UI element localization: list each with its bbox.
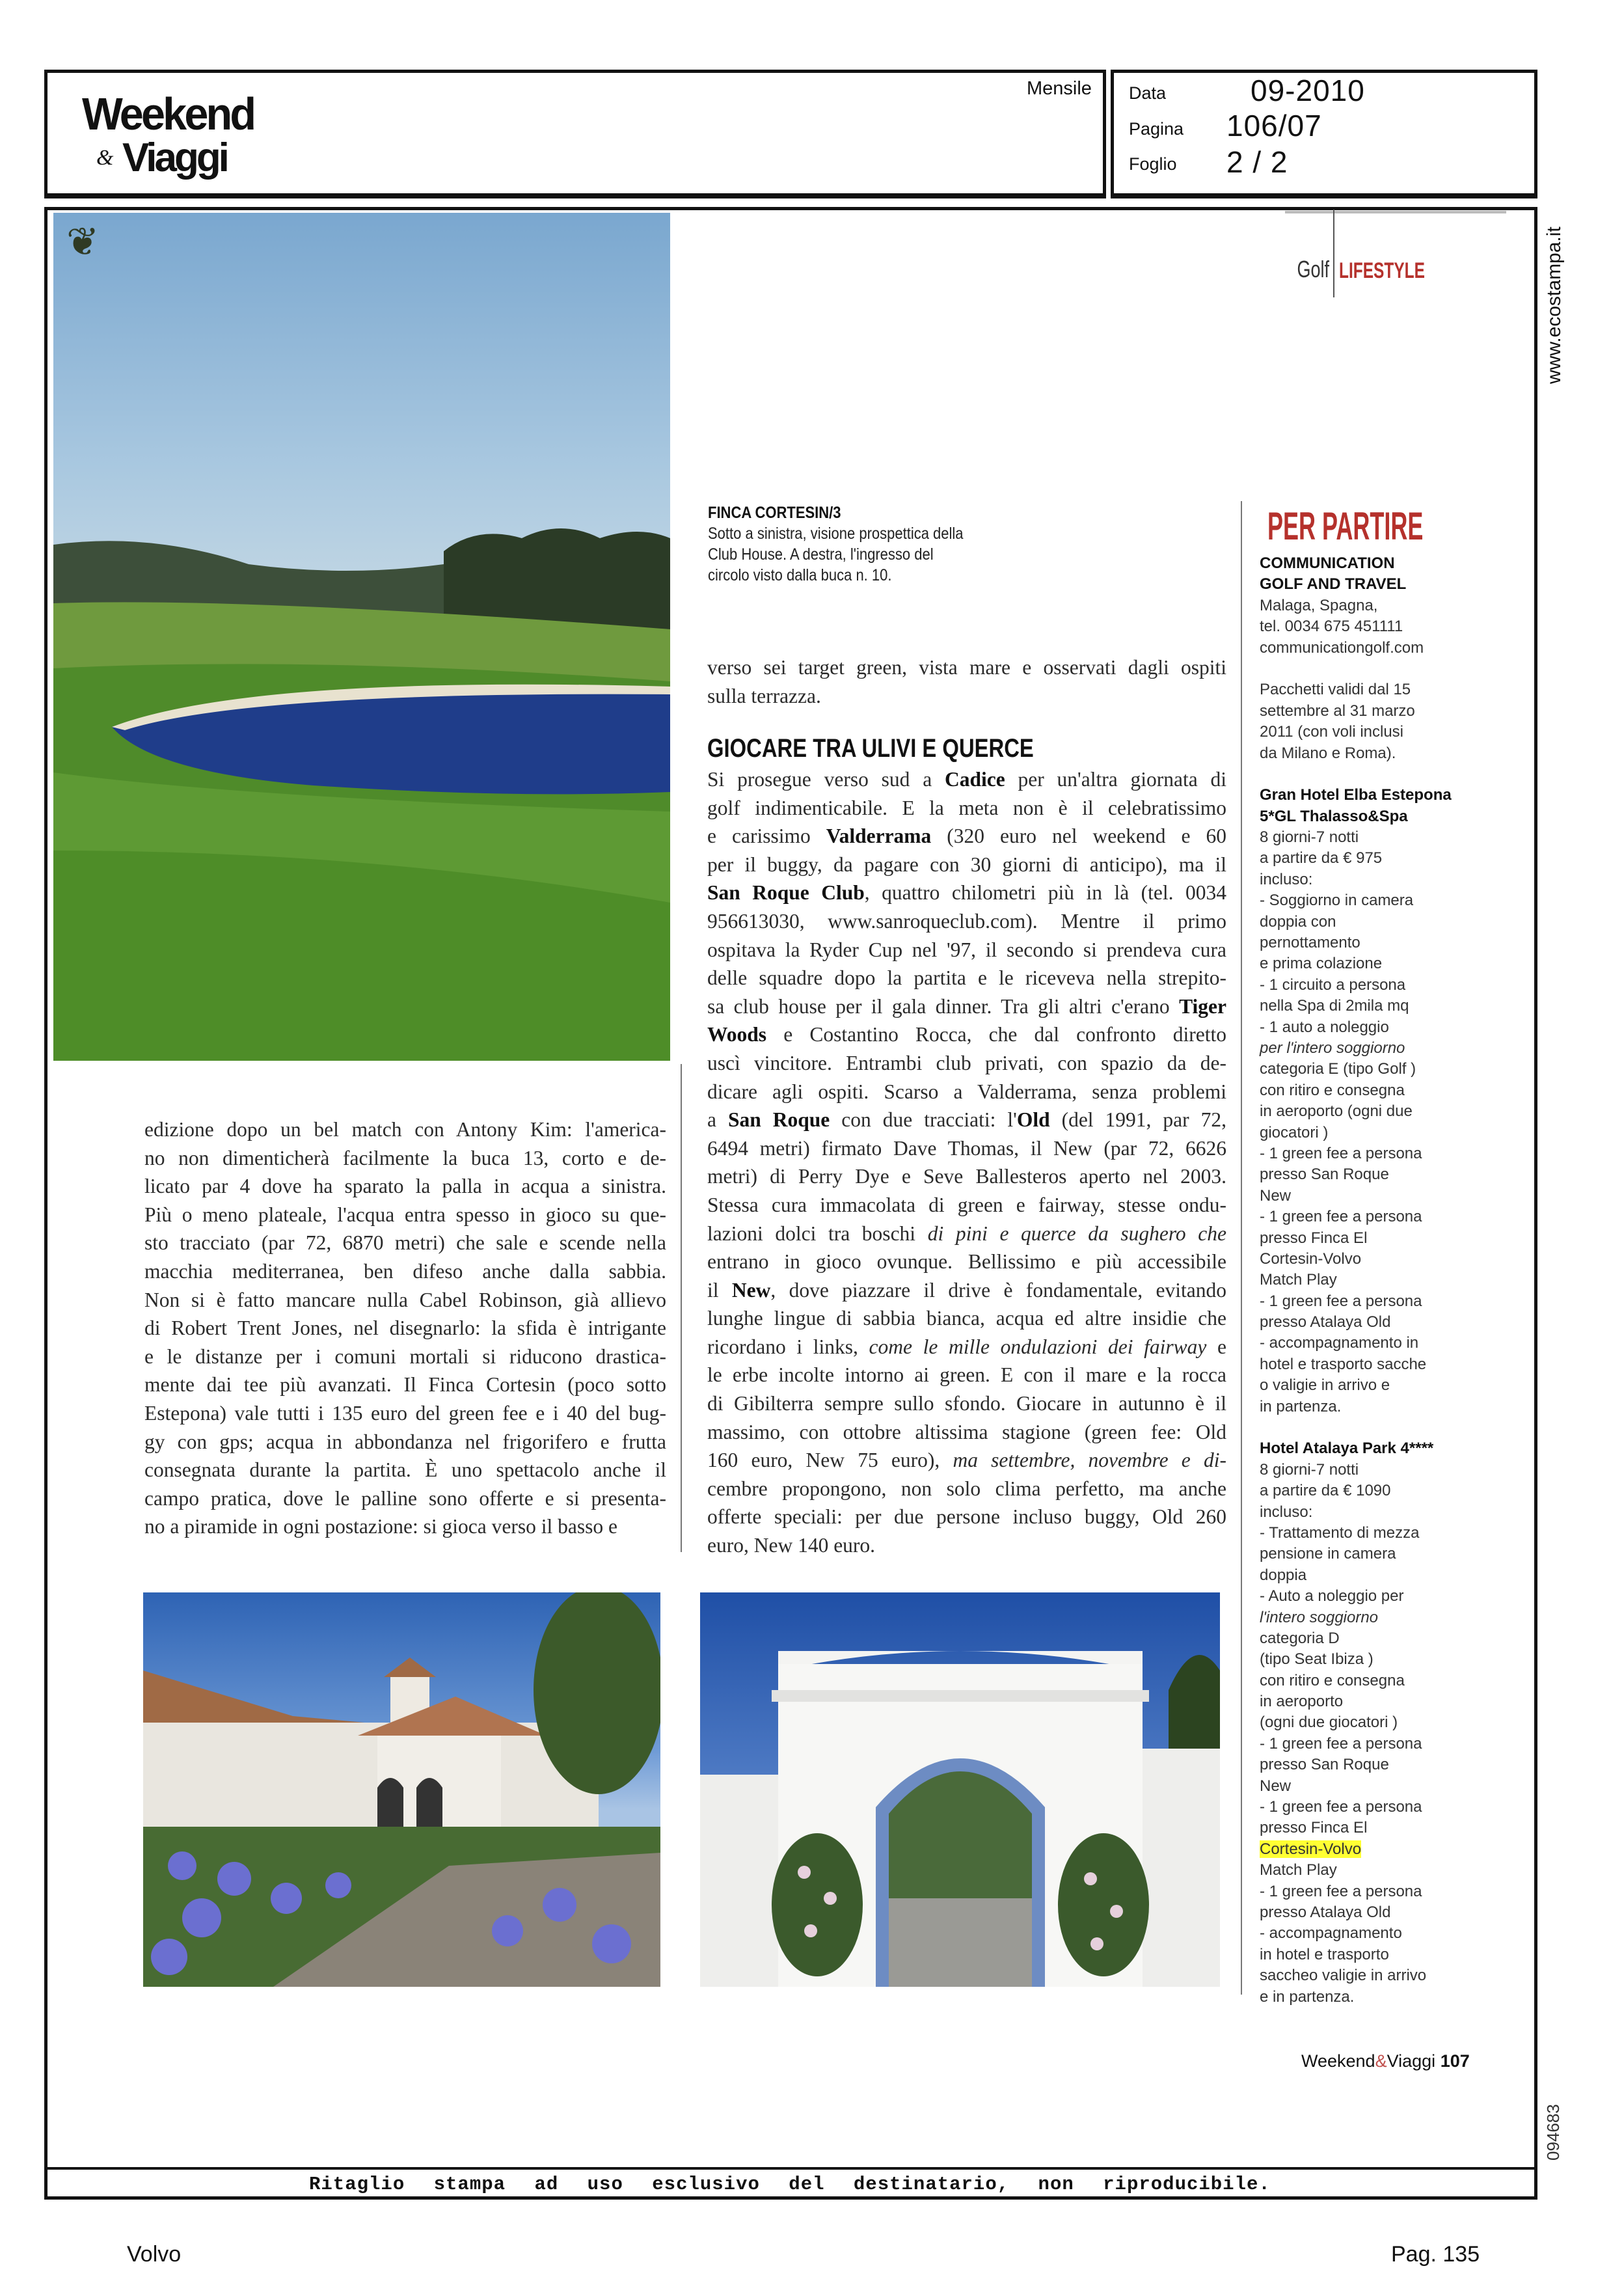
text-run: lunghe lingue di sabbia bianca, acqua ed altre insidie che xyxy=(707,1307,1226,1330)
sidebar-line-text: (tipo Seat Ibiza ) xyxy=(1260,1650,1374,1669)
data-value: 09-2010 xyxy=(1251,74,1365,107)
sidebar-line-text: 8 giorni-7 notti xyxy=(1260,1460,1359,1479)
sidebar-line xyxy=(1260,1776,1468,1797)
sidebar-line-text: - 1 auto a noleggio xyxy=(1260,1018,1389,1036)
logo-ampersand: & xyxy=(96,146,114,170)
sidebar-heading-line xyxy=(1260,806,1468,827)
text-line xyxy=(707,1418,1226,1447)
sidebar-line xyxy=(1260,1502,1468,1523)
sidebar-line-text: - 1 green fee a persona xyxy=(1260,1208,1422,1226)
sidebar-line-text: l'intero soggiorno xyxy=(1260,1608,1379,1626)
sidebar-line-text: 2011 (con voli inclusi xyxy=(1260,723,1404,741)
sidebar-line xyxy=(1260,1523,1468,1544)
golf-course-lake-photo xyxy=(53,213,670,1061)
text-line xyxy=(707,1531,1226,1560)
text-line xyxy=(144,1314,666,1343)
sidebar-line-text: in partenza. xyxy=(1260,1397,1342,1415)
sidebar-line xyxy=(1260,1586,1468,1607)
text-run: il xyxy=(707,1278,732,1302)
sidebar-line-text: communicationgolf.com xyxy=(1260,638,1424,657)
sidebar-line-text: o valigie in arrivo e xyxy=(1260,1376,1390,1395)
sidebar-line-text: Match Play xyxy=(1260,1861,1337,1879)
sidebar-line xyxy=(1260,1607,1468,1628)
text-run: e le distanze per i comuni mortali si riducono drastica- xyxy=(144,1344,666,1368)
text-line xyxy=(144,1428,666,1456)
sidebar-line-text: Cortesin-Volvo xyxy=(1260,1249,1362,1268)
text-line xyxy=(707,1020,1226,1049)
text-run: sto tracciato (par 72, 6870 metri) che sale e scende nella xyxy=(144,1231,666,1255)
sidebar-line xyxy=(1260,848,1468,869)
italic-run: di pini e querce da sughero che xyxy=(927,1221,1227,1245)
section-heading: GIOCARE TRA ULIVI E QUERCE xyxy=(707,734,1034,763)
text-run: per il buggy, da pagare con 30 giorni di anticipo), ma il xyxy=(707,853,1226,876)
text-run: a xyxy=(707,1108,728,1132)
text-run: 956613030, www.sanroqueclub.com). Mentre il primo xyxy=(707,909,1226,933)
olive-branch-icon: ❦ xyxy=(66,220,100,264)
sidebar-line-text: nella Spa di 2mila mq xyxy=(1260,997,1409,1015)
sidebar-line-text: a partire da € 975 xyxy=(1260,849,1383,867)
sidebar-line-text: GOLF AND TRAVEL xyxy=(1260,575,1407,594)
text-run: Si prosegue verso sud a xyxy=(707,768,945,791)
sidebar-line xyxy=(1260,1017,1468,1038)
sidebar-line-text: e prima colazione xyxy=(1260,955,1383,973)
text-line xyxy=(707,1276,1226,1305)
text-run: consegnata durante la partita. È uno spettacolo anche il xyxy=(144,1458,666,1482)
text-run: Non si è fatto mancare nulla Cabel Robinson, già allievo xyxy=(144,1288,666,1311)
sidebar-line-text: Malaga, Spagna, xyxy=(1260,596,1378,614)
sidebar-line-text: per l'intero soggiorno xyxy=(1260,1039,1405,1057)
text-line xyxy=(144,1144,666,1173)
sidebar-line-text: hotel e trasporto sacche xyxy=(1260,1355,1427,1373)
sidebar-line xyxy=(1260,1123,1468,1143)
text-run: uscì vincitore. Entrambi club privati, con spazio da de- xyxy=(707,1051,1226,1074)
sidebar-line-text: presso Finca El xyxy=(1260,1229,1368,1247)
text-line xyxy=(144,1371,666,1399)
text-run: entrano in gioco ovunque. Bellissimo e più accessibile xyxy=(707,1250,1226,1274)
text-run: 6494 metri) firmato Dave Thomas, il New (par 72, 6626 xyxy=(707,1136,1226,1160)
sidebar-line xyxy=(1260,1671,1468,1691)
sidebar-line xyxy=(1260,1481,1468,1501)
italic-run: ma settembre, novembre e di- xyxy=(953,1449,1226,1472)
text-run: e carissimo xyxy=(707,825,826,848)
text-line xyxy=(707,992,1226,1021)
club-house-scene xyxy=(143,1592,660,1987)
caption-line: Club House. A destra, l'ingresso del xyxy=(708,545,934,564)
footer-brand: Weekend xyxy=(1301,2051,1375,2071)
text-run: e Costantino Rocca, che dal confronto diretto xyxy=(766,1023,1226,1046)
sidebar-line-text: 8 giorni-7 notti xyxy=(1260,828,1359,847)
sidebar-line-text: - accompagnamento xyxy=(1260,1924,1402,1943)
sidebar-line-text: COMMUNICATION xyxy=(1260,554,1395,572)
sidebar-line-text: tel. 0034 675 451111 xyxy=(1260,618,1403,636)
sidebar-line xyxy=(1260,659,1468,679)
text-line xyxy=(707,765,1226,794)
data-label: Data xyxy=(1129,83,1167,103)
sidebar-line xyxy=(1260,679,1468,700)
sidebar-line xyxy=(1260,1860,1468,1881)
sidebar-line xyxy=(1260,1354,1468,1375)
text-line xyxy=(144,1456,666,1484)
text-line xyxy=(707,1475,1226,1503)
sidebar-heading-line xyxy=(1260,574,1468,595)
text-run: Estepona) vale tutti i 135 euro del green fee e i 40 del bug- xyxy=(144,1401,666,1425)
footer-amp: & xyxy=(1375,2051,1387,2071)
text-run: massimo, con ottobre altissima stagione (green fee: Old xyxy=(707,1420,1226,1443)
sidebar-line xyxy=(1260,1080,1468,1101)
text-run: 160 euro, New 75 euro), xyxy=(707,1449,953,1472)
text-line xyxy=(707,1220,1226,1248)
bold-run: Tiger xyxy=(1179,994,1226,1018)
sidebar-line xyxy=(1260,1649,1468,1670)
sidebar-line xyxy=(1260,827,1468,848)
logo xyxy=(82,91,263,178)
sidebar-line-text: in hotel e trasporto xyxy=(1260,1945,1389,1963)
text-run: macchia mediterranea, ben difeso anche dalla sabbia. xyxy=(144,1259,666,1283)
text-line xyxy=(707,822,1226,851)
text-line xyxy=(144,1257,666,1286)
text-line xyxy=(707,1162,1226,1191)
column-divider xyxy=(681,1064,682,1552)
sidebar-line xyxy=(1260,1712,1468,1733)
sidebar-line-text: - Auto a noleggio per xyxy=(1260,1587,1404,1605)
text-run: (del 1991, par 72, xyxy=(1049,1108,1226,1132)
sidebar-line-text: con ritiro e consegna xyxy=(1260,1081,1405,1099)
text-run: Stessa cura immacolata di green e fairway, stesse ondu- xyxy=(707,1193,1226,1216)
sidebar-line xyxy=(1260,1249,1468,1270)
photo-landscape xyxy=(53,213,670,1061)
sidebar-line-text: in aeroporto xyxy=(1260,1693,1344,1711)
text-line xyxy=(707,794,1226,823)
text-run: , dove piazzare il drive è fondamentale, evitando xyxy=(770,1278,1226,1302)
frequency-label: Mensile xyxy=(1027,78,1092,99)
sidebar-line xyxy=(1260,1312,1468,1333)
sidebar-line xyxy=(1260,1987,1468,2008)
text-run: (320 euro nel weekend e 60 xyxy=(931,825,1226,848)
sidebar-line-text: presso Finca El xyxy=(1260,1819,1368,1837)
foglio-value: 2 / 2 xyxy=(1226,145,1288,179)
caption-line: Sotto a sinistra, visione prospettica della xyxy=(708,525,964,543)
sidebar-line xyxy=(1260,1818,1468,1838)
sidebar-line-text: categoria D xyxy=(1260,1629,1340,1647)
sidebar-line xyxy=(1260,1460,1468,1481)
sidebar-line xyxy=(1260,638,1468,659)
pagina-value: 106/07 xyxy=(1226,109,1322,143)
text-line xyxy=(144,1484,666,1513)
photo-caption xyxy=(708,502,964,586)
sidebar-line-text: - 1 green fee a persona xyxy=(1260,1292,1422,1310)
sidebar-line xyxy=(1260,1417,1468,1438)
pagina-label: Pagina xyxy=(1129,119,1184,139)
sidebar-line xyxy=(1260,1228,1468,1249)
sidebar-line xyxy=(1260,1291,1468,1312)
sidebar-line-text: a partire da € 1090 xyxy=(1260,1482,1391,1500)
text-line xyxy=(144,1343,666,1371)
disclaimer-text: Ritaglio stampa ad uso esclusivo del destinatario, non riproducibile. xyxy=(309,2174,1271,2195)
text-run: metri) di Perry Dye e Seve Ballesteros aperto nel 2003. xyxy=(707,1165,1226,1188)
text-line xyxy=(707,653,1226,682)
text-run: ospitava la Ryder Cup nel '97, il secondo si prendeva cura xyxy=(707,938,1226,961)
logo-viaggi: Viaggi xyxy=(122,135,227,180)
sidebar-line xyxy=(1260,1565,1468,1586)
sidebar-line-text: Match Play xyxy=(1260,1271,1337,1289)
sidebar-line xyxy=(1260,1754,1468,1775)
sidebar-line-text: categoria E (tipo Golf ) xyxy=(1260,1060,1416,1078)
text-line xyxy=(144,1201,666,1229)
sidebar-line-text: saccheo valigie in arrivo xyxy=(1260,1967,1427,1985)
sidebar-line xyxy=(1260,1691,1468,1712)
text-run: e xyxy=(1206,1335,1226,1358)
sidebar-line-text: - 1 circuito a persona xyxy=(1260,976,1406,994)
bottom-page-label: Pag. 135 xyxy=(1391,2242,1480,2267)
sidebar-divider xyxy=(1241,501,1242,1995)
text-line xyxy=(707,1134,1226,1163)
sidebar-line-text: New xyxy=(1260,1777,1292,1795)
club-house-photo xyxy=(143,1592,660,1987)
text-run: verso sei target green, vista mare e osservati dagli ospiti xyxy=(707,656,1226,679)
sidebar-line xyxy=(1260,1544,1468,1564)
sidebar-line xyxy=(1260,1902,1468,1923)
sidebar-line xyxy=(1260,1038,1468,1059)
highlighted-line xyxy=(1260,1839,1468,1860)
sidebar-line xyxy=(1260,1101,1468,1122)
bold-run: Old xyxy=(1016,1108,1050,1132)
sidebar-line-text: - Trattamento di mezza xyxy=(1260,1523,1420,1542)
caption-title: FINCA CORTESIN/3 xyxy=(708,504,841,522)
sidebar-line-text: giocatori ) xyxy=(1260,1123,1329,1141)
text-line xyxy=(707,1446,1226,1475)
section-lifestyle: LIFESTYLE xyxy=(1339,258,1425,283)
sidebar-line-text: New xyxy=(1260,1186,1292,1205)
caption-line: circolo visto dalla buca n. 10. xyxy=(708,566,892,584)
logo-weekend: Weekend xyxy=(82,89,254,139)
sidebar-line xyxy=(1260,1333,1468,1354)
text-line xyxy=(144,1229,666,1257)
footer-page-number: 107 xyxy=(1440,2051,1470,2071)
text-run: lazioni dolci tra boschi xyxy=(707,1221,928,1245)
sidebar-line xyxy=(1260,722,1468,743)
sidebar-line xyxy=(1260,1143,1468,1164)
sidebar-line-text: in aeroporto (ogni due xyxy=(1260,1102,1413,1121)
text-run: offerte speciali: per due persone incluso buggy, Old 260 xyxy=(707,1505,1226,1529)
text-run: dicare agli ospiti. Scarso a Valderrama, senza problemi xyxy=(707,1080,1226,1103)
sidebar-line-text: Cortesin-Volvo xyxy=(1260,1840,1362,1858)
sidebar-line xyxy=(1260,975,1468,996)
sidebar-line xyxy=(1260,953,1468,974)
text-line xyxy=(707,1304,1226,1333)
text-line xyxy=(707,879,1226,907)
sidebar-line xyxy=(1260,1207,1468,1227)
text-line xyxy=(707,1078,1226,1106)
bold-run: Cadice xyxy=(944,768,1005,791)
sidebar-line xyxy=(1260,1945,1468,1965)
text-run: le erbe incolte intorno ai green. E con il mare e la rocca xyxy=(707,1363,1226,1387)
text-run: , quattro chilometri più in là (tel. 0034 xyxy=(864,881,1226,905)
sidebar-line xyxy=(1260,1164,1468,1185)
text-line xyxy=(144,1172,666,1201)
sidebar-line-text: pensione in camera xyxy=(1260,1545,1396,1563)
text-run: no non dimenticherà facilmente la buca 13, corto e de- xyxy=(144,1146,666,1169)
text-run: sulla terrazza. xyxy=(707,684,821,707)
sidebar-line-text: doppia xyxy=(1260,1566,1307,1584)
bold-run: San Roque Club xyxy=(707,881,865,905)
sidebar-line xyxy=(1260,1059,1468,1080)
sidebar-line-text: Pacchetti validi dal 15 xyxy=(1260,681,1411,699)
footer-brand2: Viaggi xyxy=(1387,2051,1436,2071)
sidebar-line xyxy=(1260,701,1468,722)
sidebar-line-text: - accompagnamento in xyxy=(1260,1334,1419,1352)
text-line xyxy=(707,1049,1226,1078)
text-run: sa club house per il gala dinner. Tra gli altri c'erano xyxy=(707,994,1180,1018)
text-run: per un'altra giornata di xyxy=(1005,768,1227,791)
sidebar-line xyxy=(1260,912,1468,933)
sidebar-line xyxy=(1260,616,1468,637)
sidebar-line-text: 5*GL Thalasso&Spa xyxy=(1260,807,1408,825)
sidebar-line xyxy=(1260,869,1468,890)
sidebar-line-text: - Soggiorno in camera xyxy=(1260,892,1414,910)
sidebar-line-text: doppia con xyxy=(1260,912,1336,931)
text-line xyxy=(707,964,1226,992)
text-run: campo pratica, dove le palline sono offerte e si presenta- xyxy=(144,1486,666,1510)
text-line xyxy=(707,1503,1226,1531)
text-line xyxy=(707,1361,1226,1389)
foglio-label: Foglio xyxy=(1129,154,1177,174)
sidebar-line xyxy=(1260,996,1468,1017)
bold-run: Valderrama xyxy=(826,825,932,848)
text-line xyxy=(144,1399,666,1428)
sidebar-line xyxy=(1260,1270,1468,1290)
text-run: no a piramide in ogni postazione: si gioca verso il basso e xyxy=(144,1515,617,1538)
gate-scene xyxy=(700,1592,1220,1987)
text-line xyxy=(707,1248,1226,1276)
text-run: di Gibilterra sempre sullo sfondo. Giocare in autunno è il xyxy=(707,1392,1226,1415)
sidebar-line-text: con ritiro e consegna xyxy=(1260,1671,1405,1689)
sidebar-line xyxy=(1260,933,1468,953)
italic-run: come le mille ondulazioni dei fairway xyxy=(869,1335,1207,1358)
text-line xyxy=(144,1286,666,1315)
text-run: licato par 4 dove ha sparato la palla in acqua a sinistra. xyxy=(144,1175,666,1198)
text-run: ricordano i links, xyxy=(707,1335,869,1358)
sidebar-line-text: settembre al 31 marzo xyxy=(1260,702,1415,720)
text-run: mente dai tee più avanzati. Il Finca Cortesin (poco sotto xyxy=(144,1373,666,1397)
text-run: delle squadre dopo la partita e le riceveva nella strepito- xyxy=(707,966,1226,990)
clipping-code: 094683 xyxy=(1543,2104,1563,2161)
text-line xyxy=(707,1191,1226,1220)
sidebar-line-text: e in partenza. xyxy=(1260,1987,1355,2006)
top-rule xyxy=(1285,211,1506,213)
sidebar-line-text: (ogni due giocatori ) xyxy=(1260,1713,1398,1732)
sidebar-line xyxy=(1260,1734,1468,1754)
text-run: Più o meno plateale, l'acqua entra spesso in gioco su que- xyxy=(144,1203,666,1226)
sidebar-line-text: - 1 green fee a persona xyxy=(1260,1798,1422,1816)
section-golf: Golf xyxy=(1297,256,1329,282)
sidebar-line-text: Hotel Atalaya Park 4**** xyxy=(1260,1440,1434,1458)
disclaimer-divider xyxy=(44,2167,1537,2170)
sidebar-packages xyxy=(1260,553,1468,2008)
text-line xyxy=(144,1115,666,1144)
text-line xyxy=(707,1106,1226,1134)
text-run: cembre propongono, non solo clima perfetto, ma anche xyxy=(707,1477,1226,1500)
sidebar-line xyxy=(1260,1965,1468,1986)
sidebar-line-text: presso Atalaya Old xyxy=(1260,1904,1391,1921)
sidebar-heading-line xyxy=(1260,785,1468,806)
text-line xyxy=(144,1512,666,1541)
text-run: gy con gps; acqua in abbondanza nel frigorifero e frutta xyxy=(144,1430,666,1453)
text-run: golf indimenticabile. E la meta non è il celebratissimo xyxy=(707,796,1226,819)
sidebar-line-text: pernottamento xyxy=(1260,934,1360,952)
middle-column-text xyxy=(707,765,1226,1560)
sidebar-title: PER PARTIRE xyxy=(1267,504,1424,548)
sidebar-heading-line xyxy=(1260,553,1468,574)
sidebar-line-text: incluso: xyxy=(1260,870,1313,888)
sidebar-line-text: incluso: xyxy=(1260,1503,1313,1521)
sidebar-line xyxy=(1260,1797,1468,1818)
text-run: edizione dopo un bel match con Antony Kim: l'america- xyxy=(144,1118,666,1141)
text-line xyxy=(707,936,1226,964)
sidebar-line-text: - 1 green fee a persona xyxy=(1260,1734,1422,1753)
sidebar-line-text: Gran Hotel Elba Estepona xyxy=(1260,786,1452,804)
text-line xyxy=(707,682,1226,711)
sidebar-line xyxy=(1260,1186,1468,1207)
text-line xyxy=(707,1389,1226,1418)
page-footer xyxy=(1301,2051,1470,2071)
sidebar-line xyxy=(1260,1397,1468,1417)
entrance-gate-photo xyxy=(700,1592,1220,1987)
section-divider xyxy=(1333,210,1334,297)
bold-run: Woods xyxy=(707,1023,767,1046)
bottom-left-label: Volvo xyxy=(127,2242,182,2267)
sidebar-line-text: - 1 green fee a persona xyxy=(1260,1882,1422,1900)
ecostampa-url: www.ecostampa.it xyxy=(1543,226,1565,384)
sidebar-line xyxy=(1260,1923,1468,1944)
sidebar-line-text: presso San Roque xyxy=(1260,1166,1389,1184)
sidebar-line xyxy=(1260,743,1468,764)
left-column-text xyxy=(144,1115,666,1541)
middle-intro-text xyxy=(707,653,1226,710)
text-line xyxy=(707,1333,1226,1361)
sidebar-line-text: presso San Roque xyxy=(1260,1756,1389,1774)
sidebar-line xyxy=(1260,1375,1468,1396)
bold-run: San Roque xyxy=(727,1108,830,1132)
sidebar-line xyxy=(1260,764,1468,785)
sidebar-line xyxy=(1260,890,1468,911)
sidebar-line xyxy=(1260,1628,1468,1649)
sidebar-heading-line xyxy=(1260,1438,1468,1459)
text-run: di Robert Trent Jones, nel disegnarlo: la sfida è intrigante xyxy=(144,1317,666,1340)
sidebar-line-text: da Milano e Roma). xyxy=(1260,744,1396,762)
sidebar-line-text: presso Atalaya Old xyxy=(1260,1313,1391,1331)
sidebar-line xyxy=(1260,1881,1468,1902)
sidebar-line xyxy=(1260,595,1468,616)
bold-run: New xyxy=(731,1278,771,1302)
sidebar-line-text: - 1 green fee a persona xyxy=(1260,1144,1422,1162)
text-line xyxy=(707,907,1226,936)
text-run: euro, New 140 euro. xyxy=(707,1534,876,1557)
text-line xyxy=(707,851,1226,879)
text-run: con due tracciati: l' xyxy=(830,1108,1017,1132)
